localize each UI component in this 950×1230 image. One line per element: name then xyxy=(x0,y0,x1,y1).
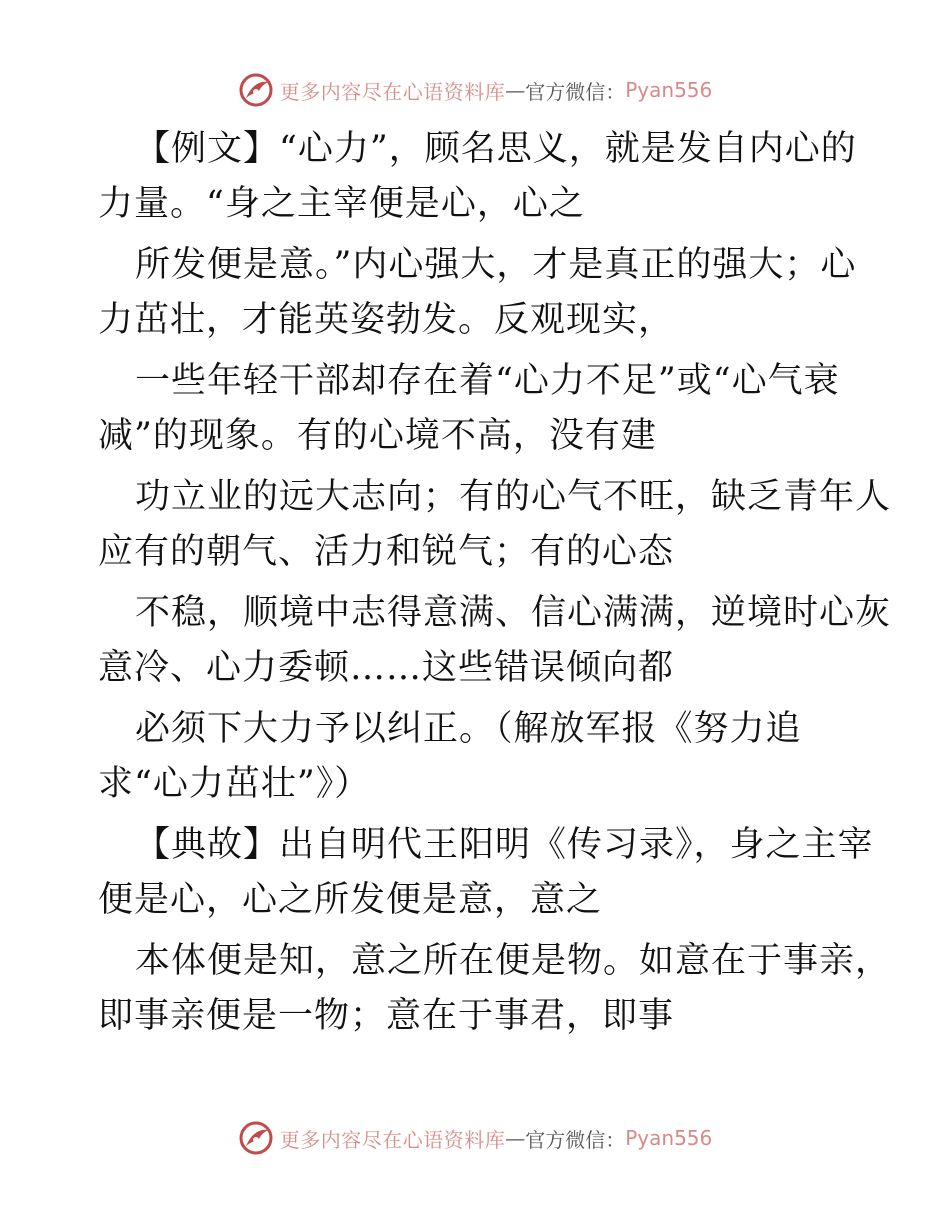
text-line-15: 本体便是知，意之所在便是物。如意在于事亲， xyxy=(135,941,892,981)
text-line-4: 力茁壮，才能英姿勃发。反观现实， xyxy=(98,300,675,340)
footer-wechat-id: Pyan556 xyxy=(625,1126,713,1150)
header-dash: — xyxy=(505,78,526,102)
text-line-16: 即事亲便是一物；意在于事君，即事 xyxy=(98,996,675,1036)
header-wechat-id: Pyan556 xyxy=(625,78,713,102)
footer-site-text: 更多内容尽在心语资料库 xyxy=(279,1127,506,1152)
footer-wechat-label: 官方微信： xyxy=(525,1127,626,1152)
text-line-12: 求“心力茁壮”》） xyxy=(98,764,371,804)
header-wechat-label: 官方微信： xyxy=(525,79,626,104)
text-line-14: 便是心，心之所发便是意，意之 xyxy=(98,880,603,920)
text-line-13: 【典故】出自明代王阳明《传习录》，身之主宰 xyxy=(135,825,874,865)
text-line-1: 【例文】“心力”，顾名思义，就是发自内心的 xyxy=(135,129,857,169)
text-line-6: 减”的现象。有的心境不高，没有建 xyxy=(98,416,657,456)
text-line-2: 力量。“身之主宰便是心，心之 xyxy=(98,184,585,224)
text-line-3: 所发便是意。”内心强大，才是真正的强大；心 xyxy=(135,245,857,285)
text-line-11: 必须下大力予以纠正。（解放军报《努力追 xyxy=(135,709,802,749)
text-line-7: 功立业的远大志向；有的心气不旺，缺乏青年人 xyxy=(135,477,892,517)
header-site-text: 更多内容尽在心语资料库 xyxy=(279,79,506,104)
text-line-9: 不稳，顺境中志得意满、信心满满，逆境时心灰 xyxy=(135,593,892,633)
text-line-8: 应有的朝气、活力和锐气；有的心态 xyxy=(98,532,675,572)
text-line-10: 意冷、心力委顿……这些错误倾向都 xyxy=(98,648,675,688)
footer-dash: — xyxy=(505,1126,526,1150)
logo-icon xyxy=(238,1120,274,1156)
text-line-5: 一些年轻干部却存在着“心力不足”或“心气衰 xyxy=(135,361,840,401)
footer-watermark xyxy=(0,1118,950,1158)
